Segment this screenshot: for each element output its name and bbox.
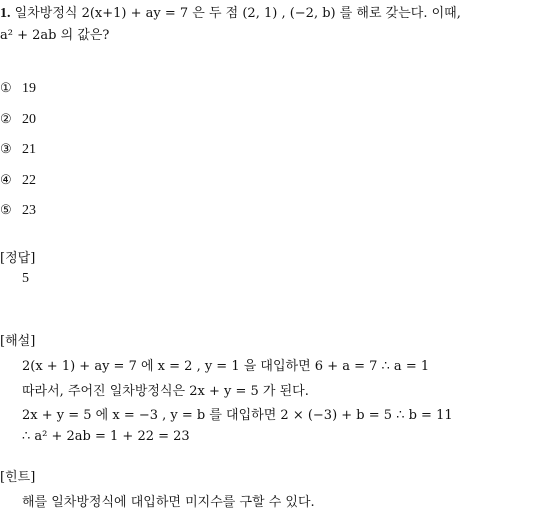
- choice-4[interactable]: [0, 173, 36, 189]
- question-line-1: [0, 2, 461, 22]
- choice-mark: ④: [0, 173, 12, 188]
- explanation-line-4: ∴ a² + 2ab = 1 + 22 = 23: [22, 429, 190, 444]
- hint-heading: [힌트]: [0, 470, 36, 485]
- choice-mark: ②: [0, 112, 12, 127]
- question-number: 1.: [0, 6, 11, 21]
- choice-value: 21: [22, 142, 36, 157]
- choice-1[interactable]: [0, 81, 36, 97]
- choice-2[interactable]: [0, 112, 36, 128]
- choice-mark: ③: [0, 142, 12, 157]
- explanation-heading: [해설]: [0, 334, 36, 349]
- choice-value: 20: [22, 112, 36, 127]
- explanation-line-3: 2x + y = 5 에 x = −3 , y = b 를 대입하면 2 × (−3) + b = 5 ∴ b = 11: [22, 408, 453, 423]
- choice-5[interactable]: [0, 203, 36, 219]
- question-line-2: [0, 24, 109, 43]
- question-text-1: 일차방정식 2(x+1) + ay = 7 은 두 점 (2, 1) , (−2, b) 를 해로 갖는다. 이때,: [14, 6, 461, 21]
- answer-heading: [정답]: [0, 251, 36, 266]
- explanation-line-1: 2(x + 1) + ay = 7 에 x = 2 , y = 1 을 대입하면 6 + a = 7 ∴ a = 1: [22, 359, 430, 374]
- question-text-2: a² + 2ab 의 값은?: [0, 28, 110, 43]
- explanation-line-2: 따라서, 주어진 일차방정식은 2x + y = 5 가 된다.: [22, 384, 309, 399]
- answer-value: 5: [22, 271, 29, 286]
- choice-3[interactable]: [0, 142, 36, 158]
- hint-text: 해를 일차방정식에 대입하면 미지수를 구할 수 있다.: [22, 495, 315, 510]
- choice-mark: ①: [0, 81, 12, 96]
- choice-mark: ⑤: [0, 203, 12, 218]
- choice-value: 22: [22, 173, 36, 188]
- choice-value: 19: [22, 81, 36, 96]
- choice-value: 23: [22, 203, 36, 218]
